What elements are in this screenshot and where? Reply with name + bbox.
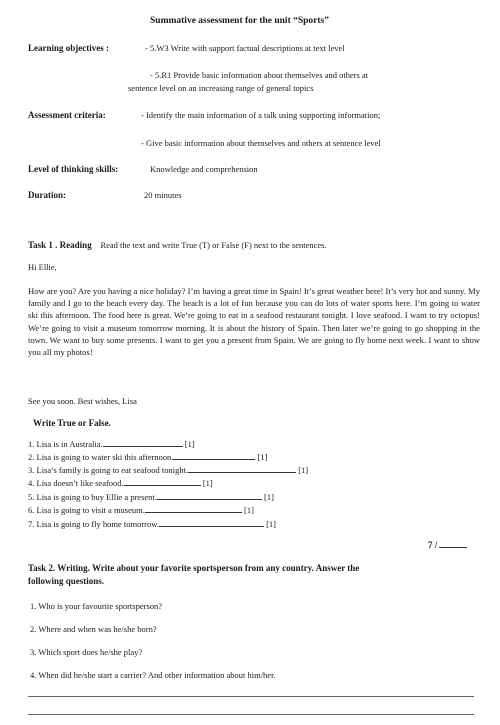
letter-body: How are you? Are you having a nice holiday? I’m having a great time in Spain! It’s great weather here! It’s very hot and sunny. My family and I go to the beach every day. The beach is a lot of fun because you can do lots of water sports here. I’m going to water ski this afternoon. The food here is great. We’re going to eat in a seafood restaurant tonight. I love seafood. I want to try octopus! We’re going to visit a museum tomorrow morning. It is about the history of Spain. Then later we’re going to go shopping in the town. We want to buy some presents. I want to get you a present from Spain. We are going to fly home next week. I want to show you all my photos! <box>28 286 480 358</box>
objective-2b: sentence level on an increasing range of general topics <box>128 83 314 93</box>
objectives-label: Learning objectives : <box>28 43 109 53</box>
task2-heading-b: following questions. <box>28 576 105 586</box>
thinking-label: Level of thinking skills: <box>28 164 119 174</box>
answer-line-5[interactable] <box>157 491 262 500</box>
criteria-2: - Give basic information about themselves and others at sentence level <box>141 138 381 148</box>
tf-item-7: 7. Lisa is going to fly home tomorrow. [1] <box>28 519 276 529</box>
thinking-value: Knowledge and comprehension <box>150 164 258 174</box>
criteria-label: Assessment criteria: <box>28 110 106 120</box>
answer-line-2[interactable] <box>173 451 255 460</box>
page-title: Summative assessment for the unit “Sports” <box>150 16 330 26</box>
writing-line-1[interactable] <box>28 696 474 697</box>
score-blank[interactable] <box>439 539 467 548</box>
question-4: 4. When did he/she start a carrier? And other information about him/her. <box>30 670 276 680</box>
task1-instruction: Read the text and write True (T) or False (F) next to the sentences. <box>100 240 327 250</box>
answer-line-6[interactable] <box>145 504 242 513</box>
answer-line-1[interactable] <box>103 438 183 447</box>
tf-item-2: 2. Lisa is going to water ski this afternoon. [1] <box>28 452 268 462</box>
tf-item-1: 1. Lisa is in Australia. [1] <box>28 439 195 449</box>
task2-heading-a: Task 2. Writing. Write about your favorite sportsperson from any country. Answer the <box>28 563 360 573</box>
answer-line-7[interactable] <box>159 518 264 527</box>
answer-line-4[interactable] <box>124 477 201 486</box>
tf-item-6: 6. Lisa is going to visit a museum. [1] <box>28 505 254 515</box>
tf-item-5: 5. Lisa is going to buy Ellie a present. [1] <box>28 492 274 502</box>
duration-label: Duration: <box>28 190 66 200</box>
objective-1: - 5.W3 Write with support factual descriptions at text level <box>145 43 345 53</box>
letter-greeting: Hi Ellie, <box>28 262 57 272</box>
task1-score: 7 / <box>428 539 467 550</box>
question-3: 3. Which sport does he/she play? <box>30 647 143 657</box>
answer-line-3[interactable] <box>188 464 296 473</box>
criteria-1: - Identify the main information of a talk using supporting information; <box>141 110 381 120</box>
question-1: 1. Who is your favourite sportsperson? <box>30 601 163 611</box>
task1-heading: Task 1 . Reading <box>28 240 92 250</box>
writing-line-2[interactable] <box>28 714 474 715</box>
tf-item-4: 4. Lisa doesn’t like seafood. [1] <box>28 478 213 488</box>
question-2: 2. Where and when was he/she born? <box>30 624 157 634</box>
letter-signoff: See you soon. Best wishes, Lisa <box>28 396 137 406</box>
task1-heading-row <box>28 240 327 250</box>
true-false-heading: Write True or False. <box>33 418 111 428</box>
tf-item-3: 3. Lisa’s family is going to eat seafood tonight. [1] <box>28 465 309 475</box>
objective-2a: - 5.R1 Provide basic information about themselves and others at <box>150 70 369 80</box>
duration-value: 20 minutes <box>144 190 182 200</box>
